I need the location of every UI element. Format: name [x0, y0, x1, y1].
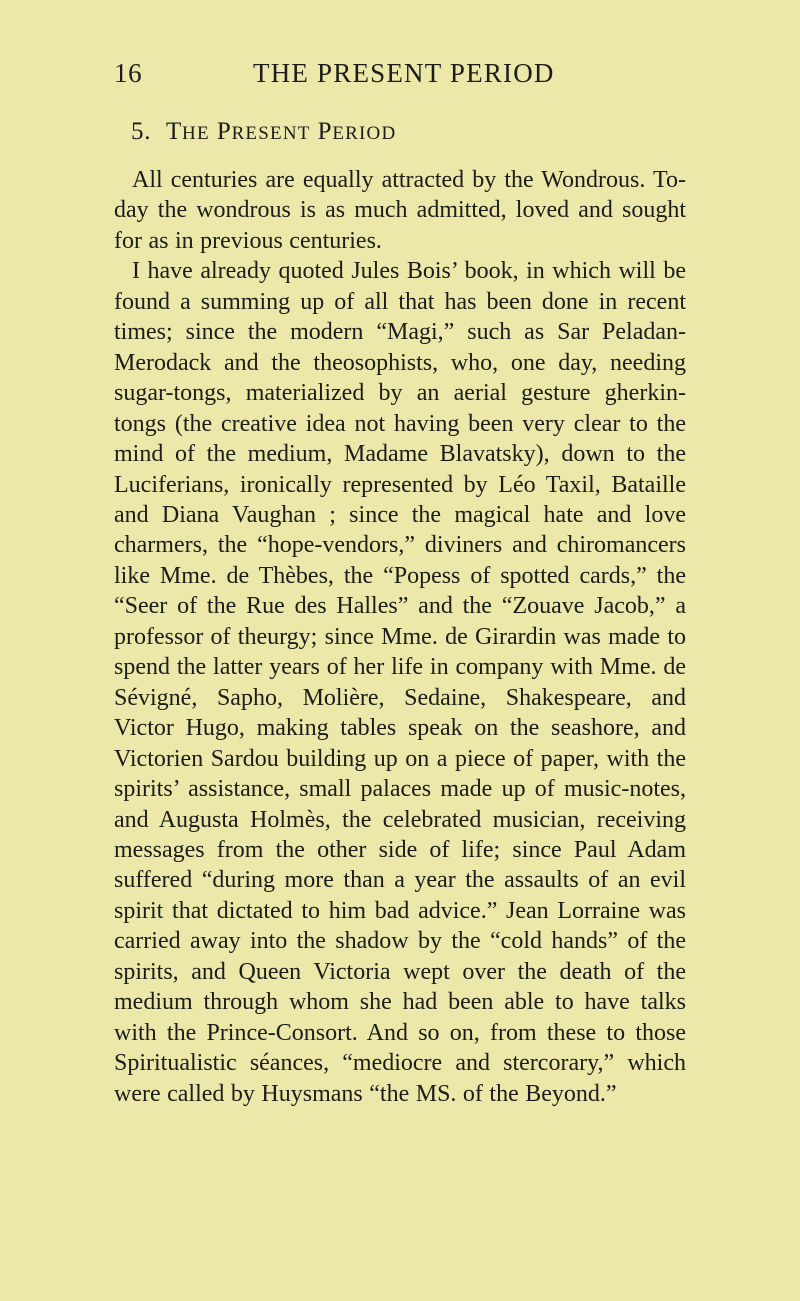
- paragraph: All centuries are equally attracted by the Wondrous. To-day the wondrous is as much admitted, loved and sought for as in previous centuries.: [114, 167, 686, 254]
- section-heading: [131, 118, 396, 146]
- section-title: THE PRESENT PERIOD: [165, 118, 397, 145]
- running-head: [114, 58, 584, 94]
- section-number: 5.: [131, 118, 152, 145]
- paragraph: I have already quoted Jules Bois’ book, in which will be found a summing up of all that has been done in recent times; since the modern “Magi,” such as Sar Peladan-Merodack and the theosophists, who, one day, needing sugar-tongs, materialized by an aerial gesture gherkin-tongs (the creative idea not having been very clear to the mind of the medium, Madame Blavatsky), down to the Luciferians, ironically represented by Léo Taxil, Bataille and Diana Vaughan ; since the magical hate and love charmers, the “hope-vendors,” diviners and chiromancers like Mme. de Thèbes, the “Popess of spotted cards,” the “Seer of the Rue des Halles” and the “Zouave Jacob,” a professor of theurgy; since Mme. de Girardin was made to spend the latter years of her life in company with Mme. de Sévigné, Sapho, Molière, Sedaine, Shakespeare, and Victor Hugo, making tables speak on the seashore, and Victorien Sardou building up on a piece of paper, with the spirits’ assistance, small palaces made up of music-notes, and Augusta Holmès, the celebrated musician, receiving messages from the other side of life; since Paul Adam suffered “during more than a year the assaults of an evil spirit that dictated to him bad advice.” Jean Lorraine was carried away into the shadow by the “cold hands” of the spirits, and Queen Victoria wept over the death of the medium through whom she had been able to have talks with the Prince-Consort. And so on, from these to those Spiritualistic séances, “mediocre and stercorary,” which were called by Huysmans “the MS. of the Beyond.”: [114, 258, 686, 1107]
- body-text: [114, 165, 686, 1109]
- page-number: 16: [114, 58, 143, 88]
- running-title: THE PRESENT PERIOD: [253, 58, 555, 88]
